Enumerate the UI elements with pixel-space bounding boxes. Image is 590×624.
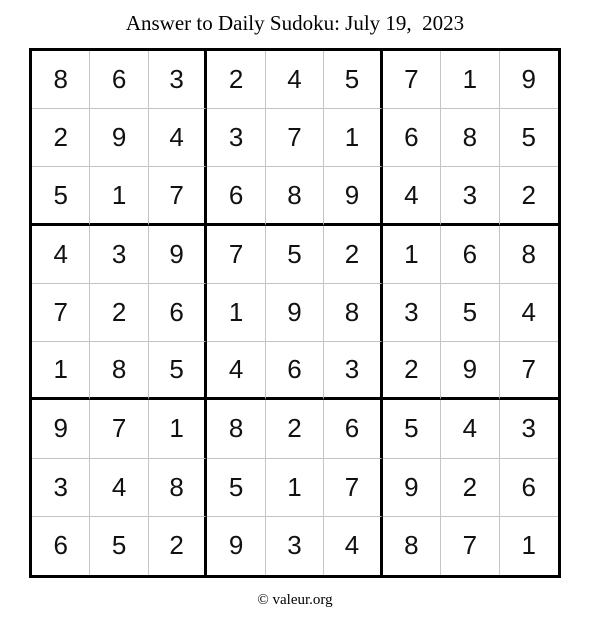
sudoku-cell: 8 xyxy=(500,226,558,284)
sudoku-cell: 8 xyxy=(149,459,207,517)
sudoku-cell: 8 xyxy=(266,167,324,225)
sudoku-cell: 1 xyxy=(90,167,148,225)
sudoku-cell: 4 xyxy=(383,167,441,225)
sudoku-cell: 9 xyxy=(32,400,90,458)
sudoku-cell: 8 xyxy=(32,51,90,109)
sudoku-cell: 7 xyxy=(441,517,499,575)
sudoku-cell: 2 xyxy=(90,284,148,342)
sudoku-cell: 5 xyxy=(32,167,90,225)
sudoku-cell: 5 xyxy=(324,51,382,109)
sudoku-cell: 2 xyxy=(441,459,499,517)
sudoku-cell: 8 xyxy=(90,342,148,400)
sudoku-cell: 9 xyxy=(90,109,148,167)
sudoku-cell: 2 xyxy=(500,167,558,225)
sudoku-cell: 9 xyxy=(383,459,441,517)
sudoku-cell: 9 xyxy=(207,517,265,575)
sudoku-cell: 2 xyxy=(149,517,207,575)
sudoku-cell: 6 xyxy=(32,517,90,575)
sudoku-cell: 3 xyxy=(383,284,441,342)
sudoku-cell: 5 xyxy=(500,109,558,167)
sudoku-cell: 6 xyxy=(383,109,441,167)
sudoku-cell: 2 xyxy=(32,109,90,167)
sudoku-cell: 9 xyxy=(324,167,382,225)
sudoku-cell: 4 xyxy=(500,284,558,342)
sudoku-cell: 3 xyxy=(500,400,558,458)
sudoku-cell: 6 xyxy=(90,51,148,109)
sudoku-cell: 4 xyxy=(90,459,148,517)
sudoku-cell: 3 xyxy=(149,51,207,109)
sudoku-cell: 1 xyxy=(149,400,207,458)
sudoku-cell: 1 xyxy=(383,226,441,284)
sudoku-cell: 7 xyxy=(207,226,265,284)
sudoku-cell: 1 xyxy=(324,109,382,167)
sudoku-cell: 1 xyxy=(266,459,324,517)
sudoku-cell: 2 xyxy=(266,400,324,458)
sudoku-cell: 7 xyxy=(500,342,558,400)
sudoku-cell: 6 xyxy=(500,459,558,517)
sudoku-cell: 7 xyxy=(149,167,207,225)
sudoku-cell: 6 xyxy=(266,342,324,400)
page-title: Answer to Daily Sudoku: July 19, 2023 xyxy=(125,11,465,35)
sudoku-cell: 2 xyxy=(324,226,382,284)
sudoku-cell: 5 xyxy=(90,517,148,575)
sudoku-cell: 3 xyxy=(207,109,265,167)
sudoku-cell: 6 xyxy=(207,167,265,225)
sudoku-cell: 2 xyxy=(207,51,265,109)
sudoku-cell: 3 xyxy=(441,167,499,225)
sudoku-cell: 6 xyxy=(441,226,499,284)
sudoku-cell: 6 xyxy=(149,284,207,342)
sudoku-cell: 1 xyxy=(521,530,536,561)
sudoku-cell: 7 xyxy=(266,109,324,167)
sudoku-cell: 9 xyxy=(149,226,207,284)
sudoku-cell: 3 xyxy=(90,226,148,284)
sudoku-cell: 4 xyxy=(324,517,382,575)
sudoku-cell: 3 xyxy=(32,459,90,517)
copyright-footer: © valeur.org xyxy=(257,592,333,608)
sudoku-cell: 3 xyxy=(266,517,324,575)
sudoku-cell: 7 xyxy=(383,51,441,109)
sudoku-cell: 9 xyxy=(500,51,558,109)
sudoku-cell: 7 xyxy=(90,400,148,458)
sudoku-cell: 5 xyxy=(207,459,265,517)
sudoku-cell: 4 xyxy=(441,400,499,458)
sudoku-cell: 5 xyxy=(441,284,499,342)
sudoku-cell: 4 xyxy=(32,226,90,284)
sudoku-cell: 5 xyxy=(266,226,324,284)
sudoku-cell: 1 xyxy=(207,284,265,342)
sudoku-cell: 4 xyxy=(149,109,207,167)
sudoku-cell: 1 xyxy=(441,51,499,109)
sudoku-cell: 8 xyxy=(207,400,265,458)
sudoku-cell: 4 xyxy=(207,342,265,400)
sudoku-cell: 3 xyxy=(324,342,382,400)
sudoku-cell: 8 xyxy=(383,517,441,575)
sudoku-cell: 9 xyxy=(441,342,499,400)
sudoku-cell: 5 xyxy=(383,400,441,458)
sudoku-cell: 8 xyxy=(441,109,499,167)
sudoku-cell: 7 xyxy=(32,284,90,342)
sudoku-cell: 7 xyxy=(324,459,382,517)
sudoku-cell: 8 xyxy=(324,284,382,342)
sudoku-cell: 2 xyxy=(383,342,441,400)
sudoku-cell: 4 xyxy=(266,51,324,109)
sudoku-cell: 5 xyxy=(149,342,207,400)
sudoku-cell: 6 xyxy=(324,400,382,458)
sudoku-cell: 1 xyxy=(32,342,90,400)
sudoku-board xyxy=(29,48,561,578)
sudoku-cell: 9 xyxy=(266,284,324,342)
